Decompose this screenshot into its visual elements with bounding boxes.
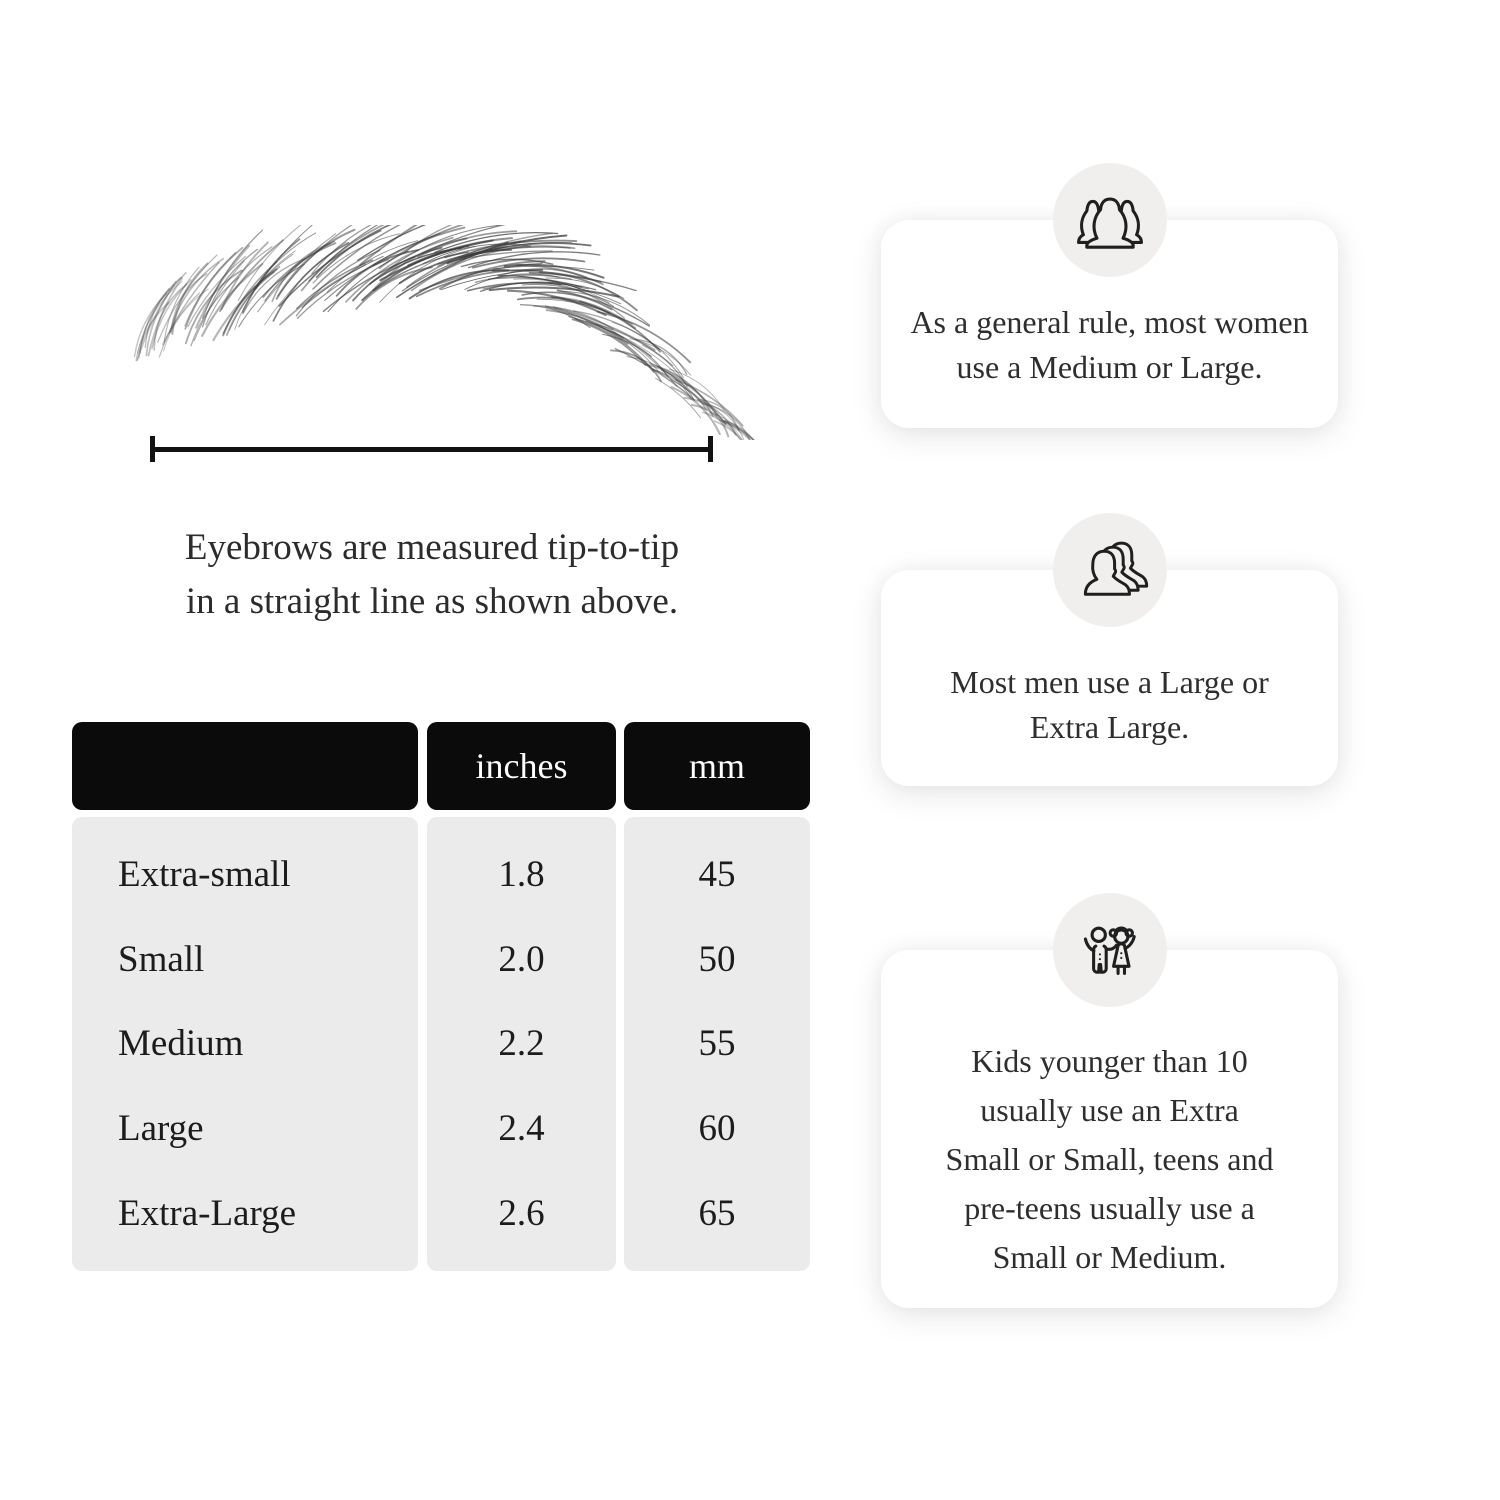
- table-cell-mm: 45: [698, 853, 736, 895]
- table-cell-inches: 1.8: [498, 853, 545, 895]
- card-text-line: Kids younger than 10: [971, 1043, 1248, 1079]
- table-header-mm: mm: [624, 722, 810, 810]
- info-card-women: [881, 220, 1338, 428]
- card-text-line: As a general rule, most women: [910, 304, 1309, 340]
- table-cell-inches: 2.2: [498, 1023, 545, 1065]
- table-header-inches: inches: [427, 722, 616, 810]
- card-text-line: usually use an Extra: [980, 1092, 1239, 1128]
- table-cell-size: Large: [118, 1108, 204, 1150]
- card-text-line: use a Medium or Large.: [956, 349, 1263, 385]
- table-cell-inches: 2.6: [498, 1193, 545, 1235]
- table-cell-size: Extra-Large: [118, 1193, 297, 1235]
- caption-line: in a straight line as shown above.: [185, 581, 679, 622]
- icon-circle: [1053, 893, 1167, 1007]
- kids-icon: [1072, 917, 1148, 984]
- table-cell-mm: 50: [698, 938, 736, 980]
- table-cell-inches: 2.0: [498, 938, 545, 980]
- card-text-line: pre-teens usually use a: [964, 1190, 1255, 1226]
- table-cell-mm: 60: [698, 1108, 736, 1150]
- men-group-icon: [1071, 534, 1149, 605]
- table-column-inches: [427, 817, 616, 1271]
- info-card-men: [881, 570, 1338, 786]
- table-column-sizes: [72, 817, 418, 1271]
- table-cell-inches: 2.4: [498, 1108, 545, 1150]
- table-header-size: [72, 722, 418, 810]
- icon-circle: [1053, 513, 1167, 627]
- table-cell-size: Extra-small: [118, 853, 291, 895]
- caption-line: Eyebrows are measured tip-to-tip: [184, 527, 680, 568]
- card-text-line: Most men use a Large or: [950, 664, 1269, 700]
- measurement-caption: [74, 521, 790, 629]
- table-cell-mm: 55: [698, 1023, 736, 1065]
- measurement-tick-right: [708, 436, 713, 462]
- table-cell-size: Medium: [118, 1023, 244, 1065]
- measurement-line: [150, 436, 713, 462]
- card-text-line: Small or Medium.: [992, 1239, 1227, 1275]
- table-column-mm: [624, 817, 810, 1271]
- card-text-line: Extra Large.: [1029, 709, 1190, 745]
- info-card-kids: [881, 950, 1338, 1308]
- table-cell-size: Small: [118, 938, 205, 980]
- measurement-line-bar: [155, 447, 708, 452]
- eyebrow-illustration: [95, 225, 760, 440]
- table-cell-mm: 65: [698, 1193, 736, 1235]
- card-text-line: Small or Small, teens and: [945, 1141, 1274, 1177]
- women-group-icon: [1072, 186, 1148, 255]
- icon-circle: [1053, 163, 1167, 277]
